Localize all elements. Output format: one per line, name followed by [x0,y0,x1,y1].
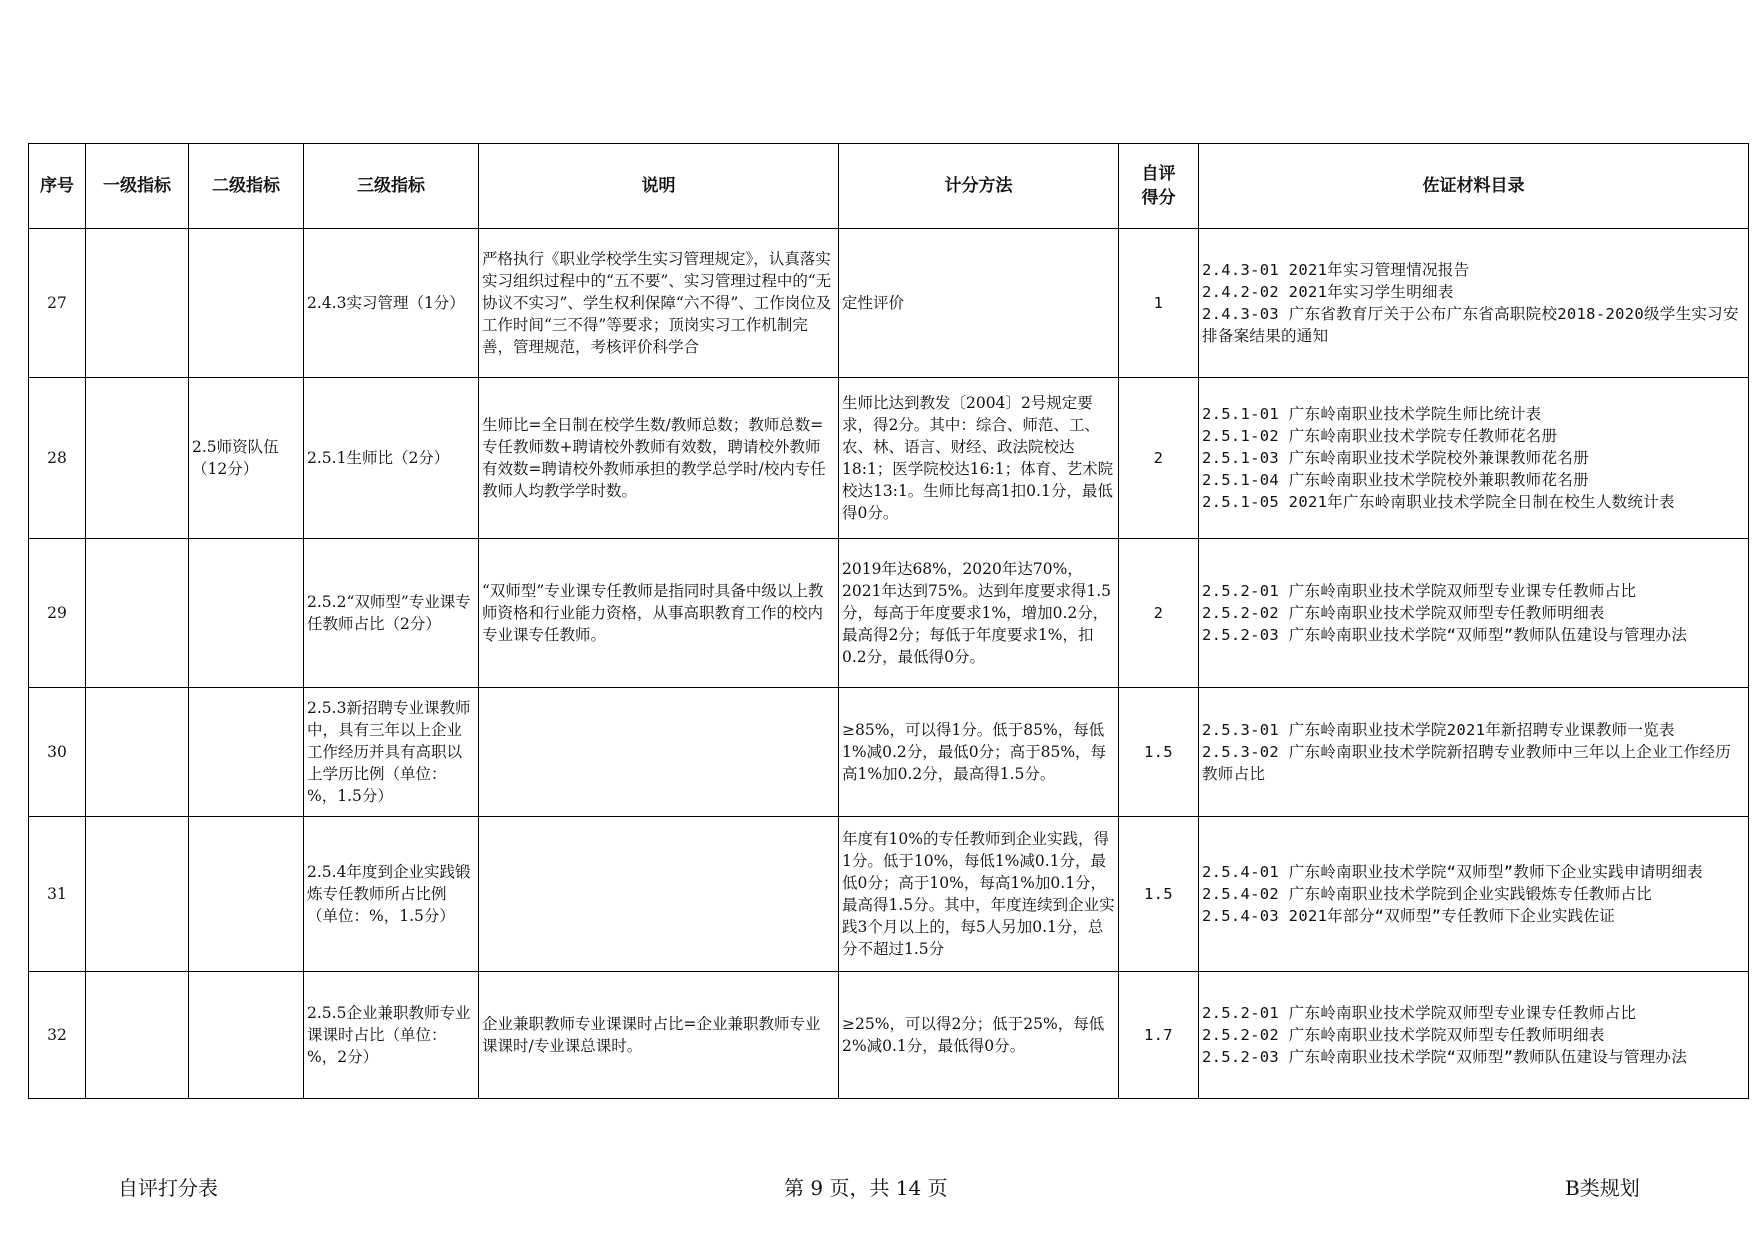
row-method [839,817,1119,972]
row-desc [479,688,839,817]
header-level3: 三级指标 [304,144,479,229]
row-method-text: ≥25%，可以得2分；低于25%，每低2%减0.1分，最低得0分。 [842,1015,1105,1055]
evidence-item: 2.5.3-01 广东岭南职业技术学院2021年新招聘专业课教师一览表 [1202,721,1675,739]
row-level2 [189,229,304,378]
row-method [839,688,1119,817]
table-row [29,972,1749,1099]
row-level3 [304,688,479,817]
evidence-item: 2.5.1-01 广东岭南职业技术学院生师比统计表 [1202,405,1542,423]
header-self-score: 自评 得分 [1119,144,1199,229]
row-level3 [304,378,479,539]
row-level3-text: 2.5.2“双师型”专业课专任教师占比（2分） [307,593,471,633]
row-desc [479,378,839,539]
evidence-item: 2.5.3-02 广东岭南职业技术学院新招聘专业教师中三年以上企业工作经历教师占比 [1202,743,1732,783]
row-desc-text: “双师型”专业课专任教师是指同时具备中级以上教师资格和行业能力资格，从事高职教育工作的校内专业课专任教师。 [482,582,824,644]
row-desc-text: 生师比=全日制在校学生数/教师总数；教师总数=专任教师数+聘请校外教师有效数，聘请校外教师有效数=聘请校外教师承担的教学总学时/校内专任教师人均教学学时数。 [482,416,826,500]
footer-right: B类规划 [1565,1176,1640,1200]
evidence-item: 2.5.2-03 广东岭南职业技术学院“双师型”教师队伍建设与管理办法 [1202,626,1688,644]
row-evidence [1199,688,1749,817]
evidence-item: 2.5.2-02 广东岭南职业技术学院双师型专任教师明细表 [1202,1026,1605,1044]
row-method-text: 2019年达68%，2020年达70%，2021年达到75%。达到年度要求得1.5分，每高于年度要求1%，增加0.2分，最高得2分；每低于年度要求1%，扣0.2分，最低得0分。 [842,560,1112,666]
header-level2: 二级指标 [189,144,304,229]
row-score: 1.5 [1119,688,1199,817]
row-no: 31 [29,817,86,972]
row-evidence [1199,972,1749,1099]
row-level3 [304,539,479,688]
row-level3-text: 2.5.1生师比（2分） [307,449,450,467]
row-level3 [304,972,479,1099]
row-level1 [86,378,189,539]
table-row [29,229,1749,378]
row-score: 1.5 [1119,817,1199,972]
evidence-item: 2.4.2-02 2021年实习学生明细表 [1202,283,1454,301]
evidence-item: 2.4.3-03 广东省教育厅关于公布广东省高职院校2018-2020级学生实习安排备案结果的通知 [1202,305,1739,345]
row-level1 [86,688,189,817]
evidence-item: 2.5.2-01 广东岭南职业技术学院双师型专业课专任教师占比 [1202,582,1637,600]
row-method [839,972,1119,1099]
row-desc-text: 企业兼职教师专业课课时占比=企业兼职教师专业课课时/专业课总课时。 [482,1015,821,1055]
row-method-text: ≥85%，可以得1分。低于85%，每低1%减0.2分，最低0分；高于85%，每高1%加0.2分，最高得1.5分。 [842,721,1107,783]
row-method-text: 定性评价 [842,294,905,312]
score-table [28,143,1749,1099]
evidence-item: 2.5.4-02 广东岭南职业技术学院到企业实践锻炼专任教师占比 [1202,885,1653,903]
row-score: 1.7 [1119,972,1199,1099]
row-level1 [86,972,189,1099]
table-row [29,817,1749,972]
evidence-item: 2.5.1-05 2021年广东岭南职业技术学院全日制在校生人数统计表 [1202,493,1675,511]
row-level3-text: 2.5.3新招聘专业课教师中，具有三年以上企业工作经历并具有高职以上学历比例（单位：%，1.5分） [307,699,471,805]
row-method-text: 年度有10%的专任教师到企业实践，得1分。低于10%，每低1%减0.1分，最低0分；高于10%，每高1%加0.1分，最高得1.5分。其中，年度连续到企业实践3个月以上的，每5人另加0.1分，总分不超过1.5分 [842,830,1115,958]
row-level2 [189,688,304,817]
evidence-item: 2.5.4-01 广东岭南职业技术学院“双师型”教师下企业实践申请明细表 [1202,863,1703,881]
header-desc: 说明 [479,144,839,229]
row-level3-text: 2.4.3实习管理（1分） [307,294,465,312]
table-body [29,229,1749,1099]
evidence-item: 2.5.1-03 广东岭南职业技术学院校外兼课教师花名册 [1202,449,1589,467]
row-level2 [189,539,304,688]
row-level2 [189,972,304,1099]
row-method-text: 生师比达到教发〔2004〕2号规定要求，得2分。其中：综合、师范、工、农、林、语言、财经、政法院校达18:1；医学院校达16:1；体育、艺术院校达13:1。生师比每高1扣0.1分，最低得0分。 [842,394,1114,522]
header-no: 序号 [29,144,86,229]
row-level1 [86,817,189,972]
row-level3-text: 2.5.4年度到企业实践锻炼专任教师所占比例（单位：%，1.5分） [307,863,471,925]
row-level2 [189,817,304,972]
evidence-item: 2.5.1-04 广东岭南职业技术学院校外兼职教师花名册 [1202,471,1589,489]
header-method: 计分方法 [839,144,1119,229]
level2-group-text: 2.5师资队伍（12分） [192,438,279,478]
row-evidence [1199,539,1749,688]
row-level3 [304,229,479,378]
evidence-item: 2.5.2-02 广东岭南职业技术学院双师型专任教师明细表 [1202,604,1605,622]
header-level1: 一级指标 [86,144,189,229]
row-level3 [304,817,479,972]
row-no: 28 [29,378,86,539]
row-level3-text: 2.5.5企业兼职教师专业课课时占比（单位：%，2分） [307,1004,471,1066]
evidence-item: 2.5.2-01 广东岭南职业技术学院双师型专业课专任教师占比 [1202,1004,1637,1022]
row-level1 [86,539,189,688]
evidence-item: 2.5.4-03 2021年部分“双师型”专任教师下企业实践佐证 [1202,907,1616,925]
table-row [29,378,1749,539]
row-evidence [1199,229,1749,378]
row-desc [479,817,839,972]
row-method [839,378,1119,539]
row-method [839,229,1119,378]
row-no: 27 [29,229,86,378]
row-score: 2 [1119,378,1199,539]
evidence-item: 2.4.3-01 2021年实习管理情况报告 [1202,261,1470,279]
evidence-item: 2.5.1-02 广东岭南职业技术学院专任教师花名册 [1202,427,1558,445]
row-desc-text: 严格执行《职业学校学生实习管理规定》，认真落实实习组织过程中的“五不要”、实习管理过程中的“无协议不实习”、学生权利保障“六不得”、工作岗位及工作时间“三不得”等要求；顶岗实习工作机制完善，管理规范，考核评价科学合 [482,250,832,356]
footer-left: 自评打分表 [118,1176,218,1200]
row-evidence [1199,378,1749,539]
table-row [29,688,1749,817]
row-no: 32 [29,972,86,1099]
row-method [839,539,1119,688]
row-desc [479,972,839,1099]
row-no: 29 [29,539,86,688]
row-no: 30 [29,688,86,817]
row-desc [479,229,839,378]
row-desc [479,539,839,688]
table-row [29,539,1749,688]
page-number: 第 9 页，共 14 页 [784,1176,948,1200]
row-evidence [1199,817,1749,972]
row-level2-group [189,378,304,539]
row-score: 2 [1119,539,1199,688]
evidence-item: 2.5.2-03 广东岭南职业技术学院“双师型”教师队伍建设与管理办法 [1202,1048,1688,1066]
row-score: 1 [1119,229,1199,378]
header-row [29,144,1749,229]
header-evidence: 佐证材料目录 [1199,144,1749,229]
row-level1 [86,229,189,378]
